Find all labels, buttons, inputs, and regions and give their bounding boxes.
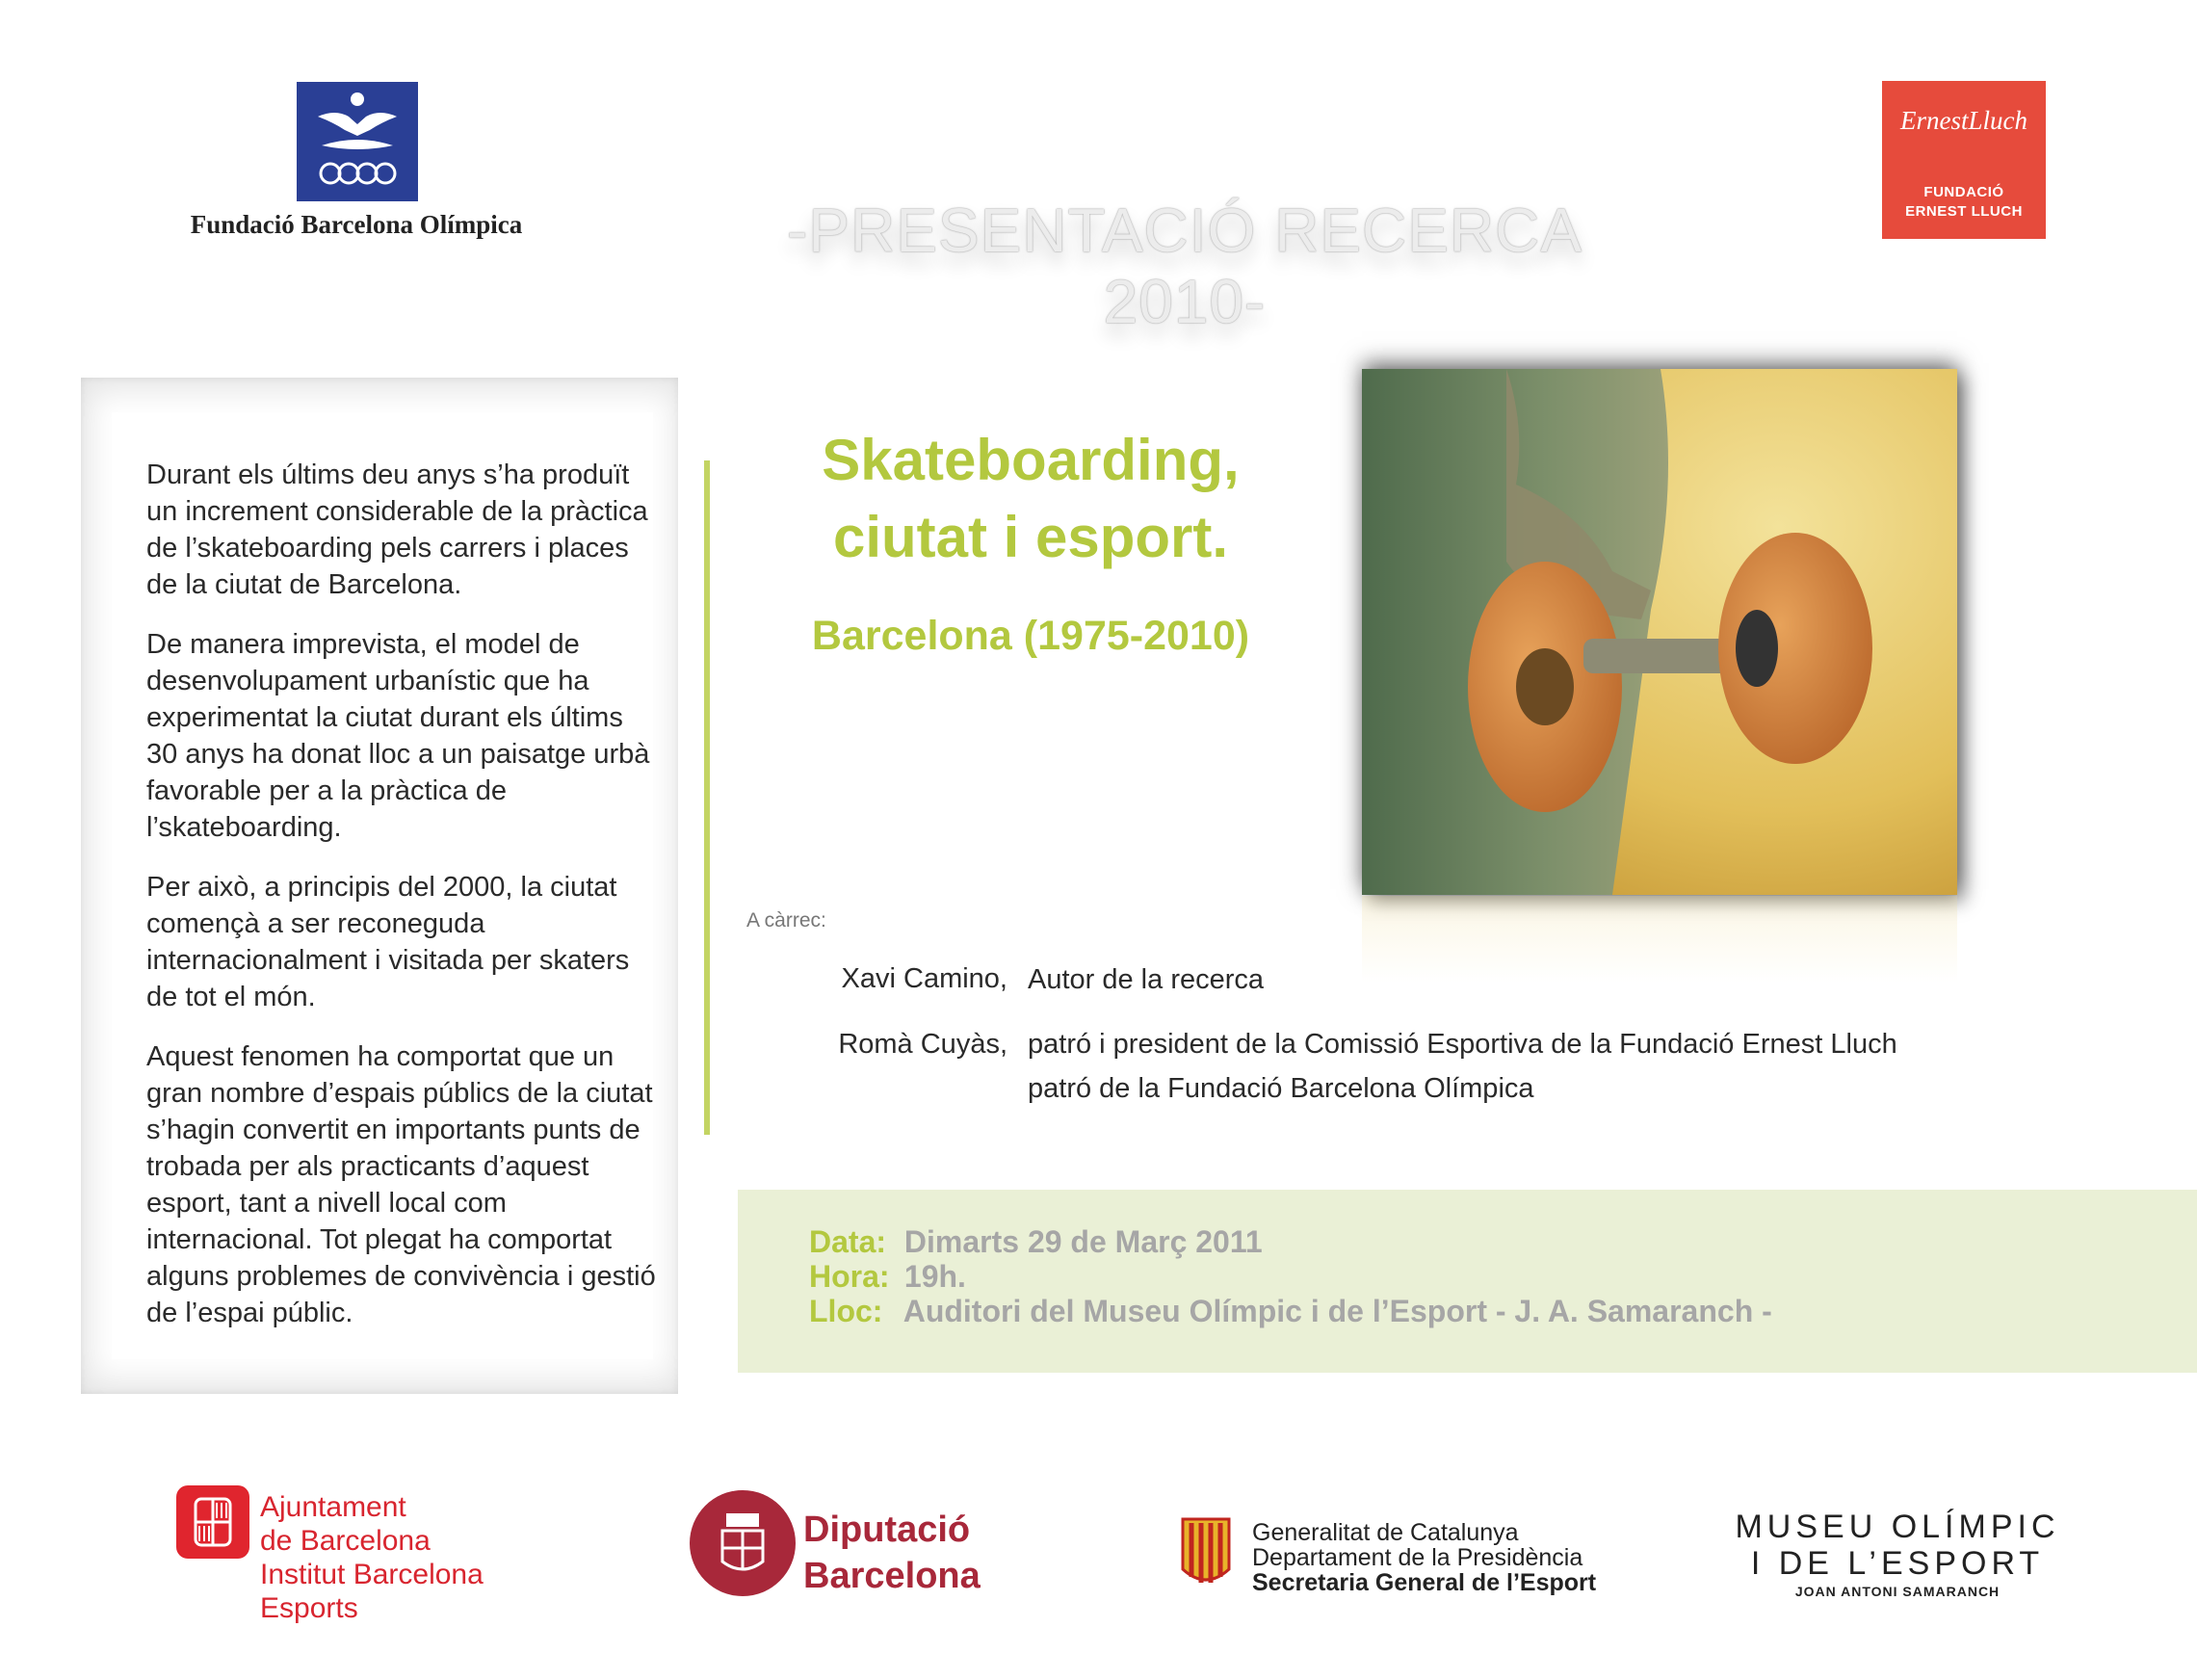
diputacio-line: Barcelona	[803, 1556, 981, 1596]
ajuntament-line: Institut Barcelona	[260, 1559, 484, 1590]
museu-line: MUSEU OLÍMPIC	[1735, 1509, 2060, 1545]
info-date-row	[809, 1224, 1772, 1259]
info-place-row	[809, 1294, 1772, 1328]
event-title: -PRESENTACIÓ RECERCA 2010-	[786, 196, 1583, 336]
speaker-role-line: patró i president de la Comissió Esportiva de la Fundació Ernest Lluch	[1028, 1029, 1897, 1060]
speaker-name: Romà Cuyàs,	[838, 1029, 1007, 1060]
museu-line: I DE L’ESPORT	[1750, 1545, 2045, 1582]
ajuntament-logo-text	[260, 1490, 484, 1625]
museu-olimpic-logo-text	[1705, 1509, 2090, 1582]
intro-paragraph: Aquest fenomen ha comportat que un gran nombre d’espais públics de la ciutat s’hagin convertit en importants punts de trobada per als practicants d’aquest esport, tant a nivell local com internacional. Tot plegat ha comportat alguns problemes de convivència i gestió de l’espai públic.	[146, 1041, 656, 1328]
fel-logo-text	[1882, 183, 2046, 222]
generalitat-senyera-icon	[1177, 1513, 1235, 1592]
info-place-value: Auditori del Museu Olímpic i de l’Esport - J. A. Samaranch -	[902, 1294, 1772, 1328]
fel-signature: ErnestLluch	[1900, 106, 2027, 135]
ajuntament-line: Ajuntament	[260, 1491, 406, 1523]
ajuntament-line: Esports	[260, 1592, 358, 1624]
generalitat-line: Generalitat de Catalunya	[1252, 1519, 1519, 1546]
speaker-role-line: Autor de la recerca	[1028, 964, 1265, 995]
generalitat-line: Secretaria General de l’Esport	[1252, 1569, 1597, 1596]
diputacio-crest-icon	[690, 1490, 796, 1596]
info-time-key: Hora:	[809, 1259, 890, 1294]
headline-subtitle: Barcelona (1975-2010)	[811, 613, 1250, 659]
info-time-value: 19h.	[903, 1259, 966, 1294]
intro-text	[146, 457, 657, 1354]
headline	[732, 422, 1329, 576]
museu-subtitle: JOAN ANTONI SAMARANCH	[1794, 1584, 2001, 1599]
intro-paragraph: Durant els últims deu anys s’ha produït un increment considerable de la pràctica de l’skateboarding pels carrers i places de la ciutat de Barcelona.	[146, 459, 648, 600]
info-place-key: Lloc:	[809, 1294, 883, 1328]
intro-paragraph: Per això, a principis del 2000, la ciutat començà a ser reconeguda internacionalment i visitada per skaters de tot el món.	[146, 872, 630, 1012]
speaker-role	[1028, 1022, 1897, 1111]
accent-line	[704, 460, 710, 1135]
photo-reflection	[1362, 896, 1957, 983]
skateboard-photo	[1362, 369, 1957, 895]
speakers-label: A càrrec:	[746, 909, 826, 932]
headline-line1: Skateboarding,	[822, 428, 1240, 492]
ajuntament-line: de Barcelona	[260, 1525, 431, 1557]
diputacio-logo-text	[803, 1507, 981, 1599]
ernest-lluch-logo-icon	[1882, 81, 2046, 239]
headline-line2: ciutat i esport.	[832, 505, 1229, 569]
event-info	[809, 1224, 1772, 1328]
fbo-olympic-logo-icon	[297, 82, 418, 201]
info-date-key: Data:	[809, 1224, 887, 1259]
speaker-role	[1028, 958, 1264, 1002]
info-date-value: Dimarts 29 de Març 2011	[903, 1224, 1263, 1259]
info-time-row	[809, 1259, 1772, 1294]
speaker-name: Xavi Camino,	[841, 963, 1007, 994]
fel-line1: FUNDACIÓ	[1923, 184, 2004, 200]
diputacio-line: Diputació	[803, 1509, 971, 1550]
ajuntament-shield-icon	[176, 1485, 249, 1559]
generalitat-logo-text	[1252, 1520, 1596, 1595]
generalitat-line: Departament de la Presidència	[1252, 1544, 1583, 1571]
fel-line2: ERNEST LLUCH	[1905, 203, 2023, 220]
fbo-logo-name: Fundació Barcelona Olímpica	[190, 210, 523, 239]
intro-paragraph: De manera imprevista, el model de desenvolupament urbanístic que ha experimentat la ciutat durant els últims 30 anys ha donat lloc a un paisatge urbà favorable per a la pràctica de l’skateboarding.	[146, 629, 650, 843]
speaker-role-line: patró de la Fundació Barcelona Olímpica	[1028, 1073, 1534, 1104]
